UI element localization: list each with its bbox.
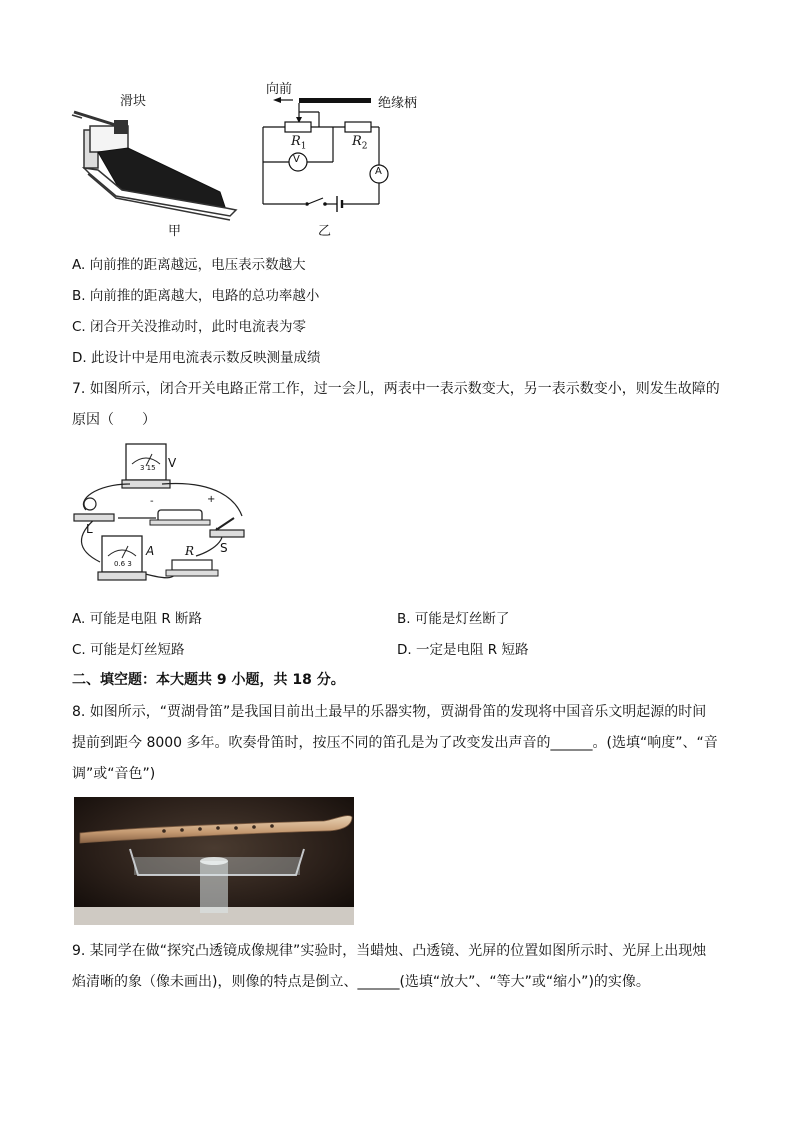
resistor-r1 xyxy=(285,122,311,132)
resistor-device xyxy=(172,560,212,570)
slider-label: 滑块 xyxy=(120,94,147,109)
resistor-r2 xyxy=(345,122,371,132)
ammeter-symbol: A xyxy=(375,166,382,177)
q7-lamp-label: L xyxy=(86,522,93,536)
q8-stem-line1: 8. 如图所示，“贾湖骨笛”是我国目前出土最早的乐器实物，贾湖骨笛的发现将中国音乐文明起源的时间 xyxy=(72,704,707,720)
q7-option-d: D. 一定是电阻 R 短路 xyxy=(397,642,529,658)
q6-option-c: C. 闭合开关没推动时，此时电流表为零 xyxy=(72,319,307,335)
lamp-base xyxy=(74,514,114,521)
bone-flute-photo xyxy=(74,797,354,925)
insulated-handle xyxy=(299,98,371,103)
q7-stem-line1: 7. 如图所示，闭合开关电路正常工作，过一会儿，两表中一表示数变大，另一表示数变小，则发生故障的 xyxy=(72,381,720,397)
q7-stem-line2: 原因（ ） xyxy=(72,412,156,428)
handle-label: 绝缘柄 xyxy=(378,96,418,111)
q7-voltmeter-label: V xyxy=(168,456,177,470)
q7-v-scale: 3 15 xyxy=(140,464,156,472)
r1-label: $R_1$ xyxy=(291,134,307,152)
q9-stem-line2: 焰清晰的象（像未画出)，则像的特点是倒立、______(选填“放大”、“等大”或“缩小”)的实像。 xyxy=(72,974,650,990)
forward-label: 向前 xyxy=(266,82,293,97)
q9-stem-line1: 9. 某同学在做“探究凸透镜成像规律”实验时，当蜡烛、凸透镜、光屏的位置如图所示时、光屏上出现烛 xyxy=(72,943,707,959)
q7-ammeter-label: A xyxy=(146,544,155,558)
q6-option-b: B. 向前推的距离越大，电路的总功率越小 xyxy=(72,288,320,304)
q7-option-b: B. 可能是灯丝断了 xyxy=(397,611,510,627)
q7-a-scale: 0.6 3 xyxy=(114,560,132,568)
q6-option-a: A. 向前推的距离越远，电压表示数越大 xyxy=(72,257,306,273)
q7-option-a: A. 可能是电阻 R 断路 xyxy=(72,611,203,627)
slider-block xyxy=(114,120,128,134)
caption-yi: 乙 xyxy=(318,224,332,239)
q7-switch-label: S xyxy=(220,541,228,555)
figure-jia xyxy=(60,70,260,240)
caption-jia: 甲 xyxy=(168,224,182,239)
switch-base xyxy=(210,530,244,537)
q8-stem-line2: 提前到距今 8000 多年。吹奏骨笛时，按压不同的笛孔是为了改变发出声音的______。(选填“响度”、“音 xyxy=(72,735,718,751)
figure-q7-circuit xyxy=(66,440,256,590)
q7-minus-sign: - xyxy=(150,496,154,507)
switch xyxy=(308,198,323,204)
q7-plus-sign: + xyxy=(207,494,216,505)
r2-label: $R_2$ xyxy=(352,134,368,152)
lamp-bulb xyxy=(84,498,96,510)
q6-option-d: D. 此设计中是用电流表示数反映测量成绩 xyxy=(72,350,321,366)
q7-resistor-label: R xyxy=(185,544,195,558)
voltmeter-symbol: V xyxy=(293,154,300,165)
section2-heading: 二、填空题：本大题共 9 小题，共 18 分。 xyxy=(72,672,345,688)
q8-stem-line3: 调”或“音色”) xyxy=(72,766,156,782)
voltmeter-device xyxy=(126,444,166,480)
q7-option-c: C. 可能是灯丝短路 xyxy=(72,642,185,658)
